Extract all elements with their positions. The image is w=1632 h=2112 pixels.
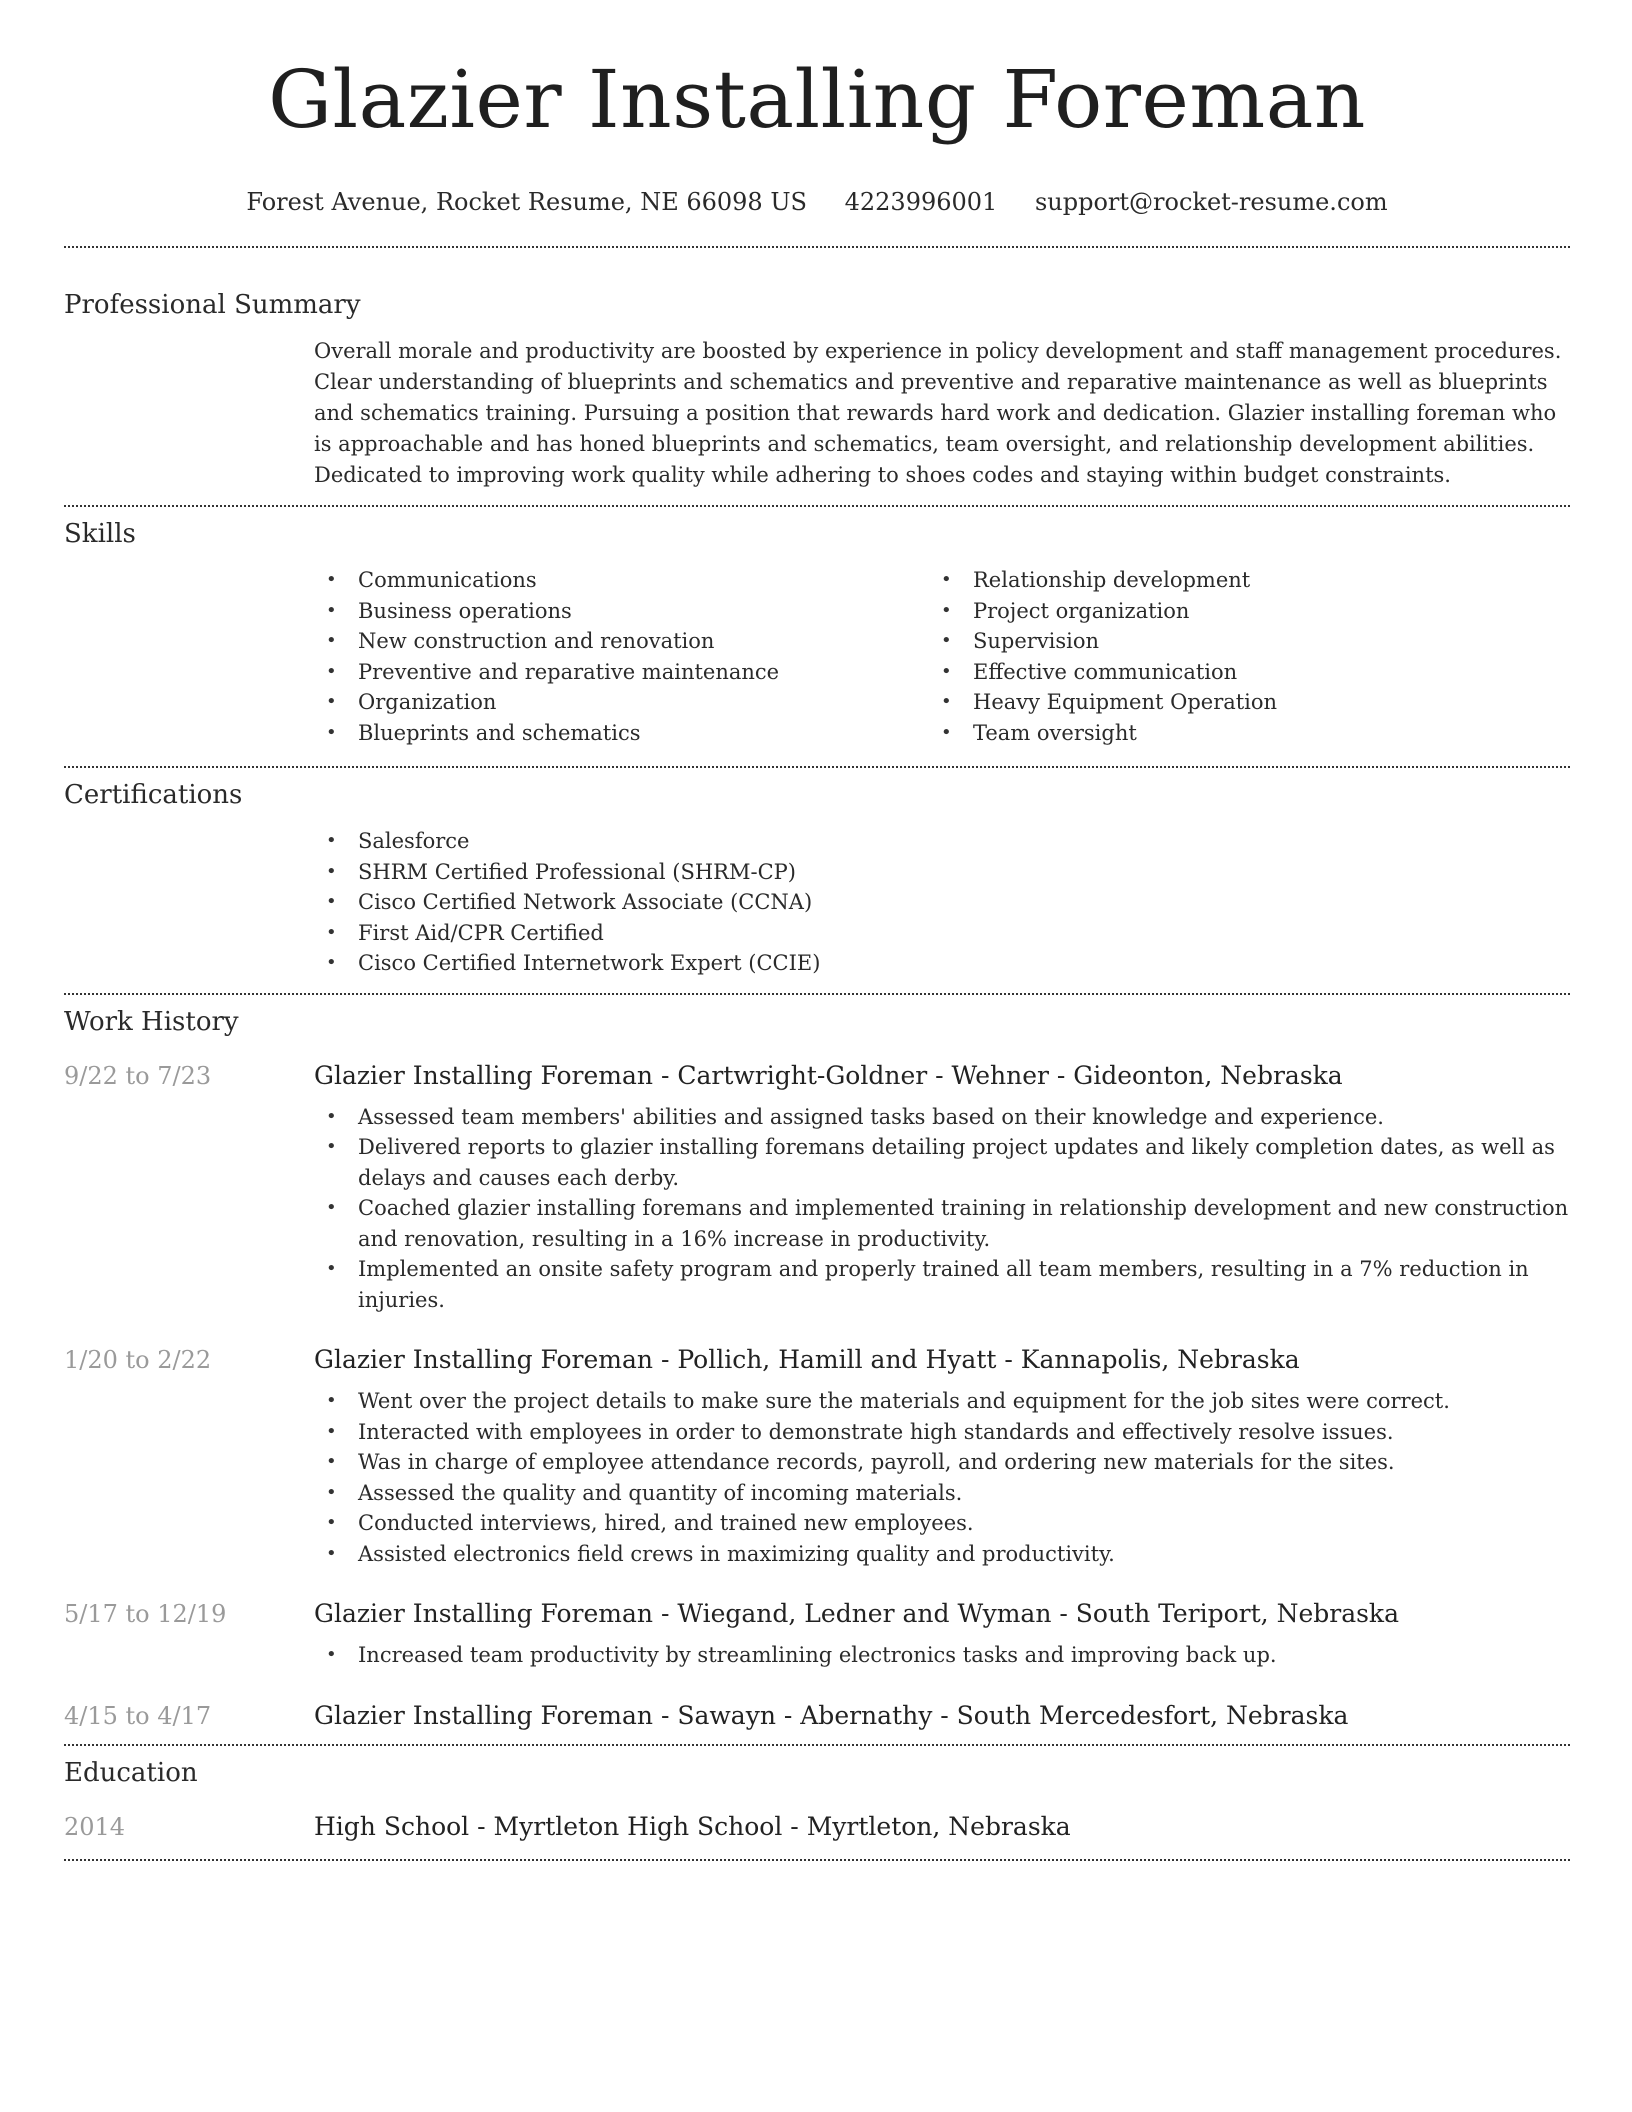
job-bullet: • Coached glazier installing foremans and implemented training in relationship development and new construction and renovation, resulting in a 16% increase in productivity. — [314, 1193, 1570, 1254]
skills-list-left — [314, 565, 929, 748]
skill-item: • Business operations — [314, 596, 929, 627]
certifications-body — [314, 826, 1570, 979]
certification-item: • Salesforce — [314, 826, 1570, 857]
job-bullet: • Delivered reports to glazier installing foremans detailing project updates and likely completion dates, as well as delays and causes each derby. — [314, 1132, 1570, 1193]
job-dates: 9/22 to 7/23 — [64, 1061, 212, 1090]
resume-page — [64, 0, 1570, 1861]
education-year: 2014 — [64, 1812, 126, 1841]
section-title-certifications: Certifications — [64, 780, 243, 810]
job-bullet: • Increased team productivity by streamlining electronics tasks and improving back up. — [314, 1640, 1570, 1671]
skill-item: • Supervision — [929, 626, 1544, 657]
skill-item: • Project organization — [929, 596, 1544, 627]
contact-address: Forest Avenue, Rocket Resume, NE 66098 US — [246, 188, 807, 216]
section-title-work: Work History — [64, 1006, 239, 1037]
section-title-skills: Skills — [64, 519, 136, 549]
education-entry — [64, 1812, 1570, 1841]
job-bullet-list — [314, 1102, 1570, 1316]
certification-item: • Cisco Certified Network Associate (CCNA) — [314, 887, 1570, 918]
job-title: Glazier Installing Foreman - Pollich, Hamill and Hyatt - Kannapolis, Nebraska — [314, 1345, 1300, 1374]
contact-line — [64, 186, 1570, 218]
skills-list-right — [929, 565, 1544, 748]
skill-item: • Effective communication — [929, 657, 1544, 688]
job-dates: 4/15 to 4/17 — [64, 1701, 212, 1730]
skill-item: • Heavy Equipment Operation — [929, 687, 1544, 718]
job-bullet: • Assisted electronics field crews in maximizing quality and productivity. — [314, 1539, 1570, 1570]
divider — [64, 1744, 1570, 1746]
divider — [64, 993, 1570, 995]
skill-item: • New construction and renovation — [314, 626, 929, 657]
divider — [64, 246, 1570, 248]
job-bullet: • Was in charge of employee attendance records, payroll, and ordering new materials for the sites. — [314, 1447, 1570, 1478]
job-bullet: • Implemented an onsite safety program and properly trained all team members, resulting in a 7% reduction in injuries. — [314, 1254, 1570, 1315]
skill-item: • Blueprints and schematics — [314, 718, 929, 749]
certifications-section — [64, 778, 1570, 979]
divider — [64, 766, 1570, 768]
job-header — [64, 1345, 1570, 1374]
contact-email: support@rocket-resume.com — [1034, 188, 1388, 216]
skill-item: • Team oversight — [929, 718, 1544, 749]
summary-body — [314, 336, 1570, 491]
job-dates: 1/20 to 2/22 — [64, 1346, 212, 1374]
job-title: Glazier Installing Foreman - Wiegand, Ledner and Wyman - South Teriport, Nebraska — [314, 1599, 1399, 1628]
job-bullet: • Interacted with employees in order to demonstrate high standards and effectively resolve issues. — [314, 1417, 1570, 1448]
work-history-section — [64, 1005, 1570, 1730]
education-detail: High School - Myrtleton High School - Myrtleton, Nebraska — [314, 1811, 1071, 1841]
divider — [64, 505, 1570, 507]
job-title: Glazier Installing Foreman - Cartwright-Goldner - Wehner - Gideonton, Nebraska — [314, 1060, 1343, 1090]
job-dates: 5/17 to 12/19 — [64, 1600, 227, 1628]
section-title-summary: Professional Summary — [64, 290, 361, 320]
summary-section — [64, 288, 1570, 491]
skills-grid — [314, 565, 1570, 748]
certification-item: • Cisco Certified Internetwork Expert (CCIE) — [314, 948, 1570, 979]
job-bullet: • Conducted interviews, hired, and trained new employees. — [314, 1508, 1570, 1539]
skill-item: • Organization — [314, 687, 929, 718]
job-bullet: • Assessed the quality and quantity of incoming materials. — [314, 1478, 1570, 1509]
job-bullet: • Assessed team members' abilities and assigned tasks based on their knowledge and experience. — [314, 1102, 1570, 1133]
skill-item: • Relationship development — [929, 565, 1544, 596]
job-title: Glazier Installing Foreman - Sawayn - Abernathy - South Mercedesfort, Nebraska — [314, 1700, 1349, 1730]
skills-section — [64, 517, 1570, 748]
candidate-name: Glazier Installing Foreman — [268, 53, 1366, 146]
job-bullet: • Went over the project details to make sure the materials and equipment for the job sites were correct. — [314, 1386, 1570, 1417]
job-header — [64, 1599, 1570, 1628]
section-title-education: Education — [64, 1757, 198, 1788]
contact-phone: 4223996001 — [844, 188, 998, 216]
job-entry — [64, 1701, 1570, 1730]
education-section — [64, 1756, 1570, 1841]
resume-header — [64, 0, 1570, 218]
certifications-list — [314, 826, 1570, 979]
summary-text: Overall morale and productivity are boosted by experience in policy development and staff management procedures. Clear understanding of blueprints and schematics and preventive and reparative maintenance as well as blueprints and schematics training. Pursuing a position that rewards hard work and dedication. Glazier installing foreman who is approachable and has honed blueprints and schematics, team oversight, and relationship development abilities. Dedicated to improving work quality while adhering to shoes codes and staying within budget constraints. — [314, 339, 1562, 487]
job-bullet-list — [314, 1640, 1570, 1671]
job-bullet-list — [314, 1386, 1570, 1569]
job-header — [64, 1061, 1570, 1090]
certification-item: • First Aid/CPR Certified — [314, 918, 1570, 949]
skill-item: • Communications — [314, 565, 929, 596]
job-entry — [64, 1345, 1570, 1569]
job-entry — [64, 1061, 1570, 1316]
certification-item: • SHRM Certified Professional (SHRM-CP) — [314, 857, 1570, 888]
job-header — [64, 1701, 1570, 1730]
divider — [64, 1859, 1570, 1861]
job-entry — [64, 1599, 1570, 1671]
skill-item: • Preventive and reparative maintenance — [314, 657, 929, 688]
